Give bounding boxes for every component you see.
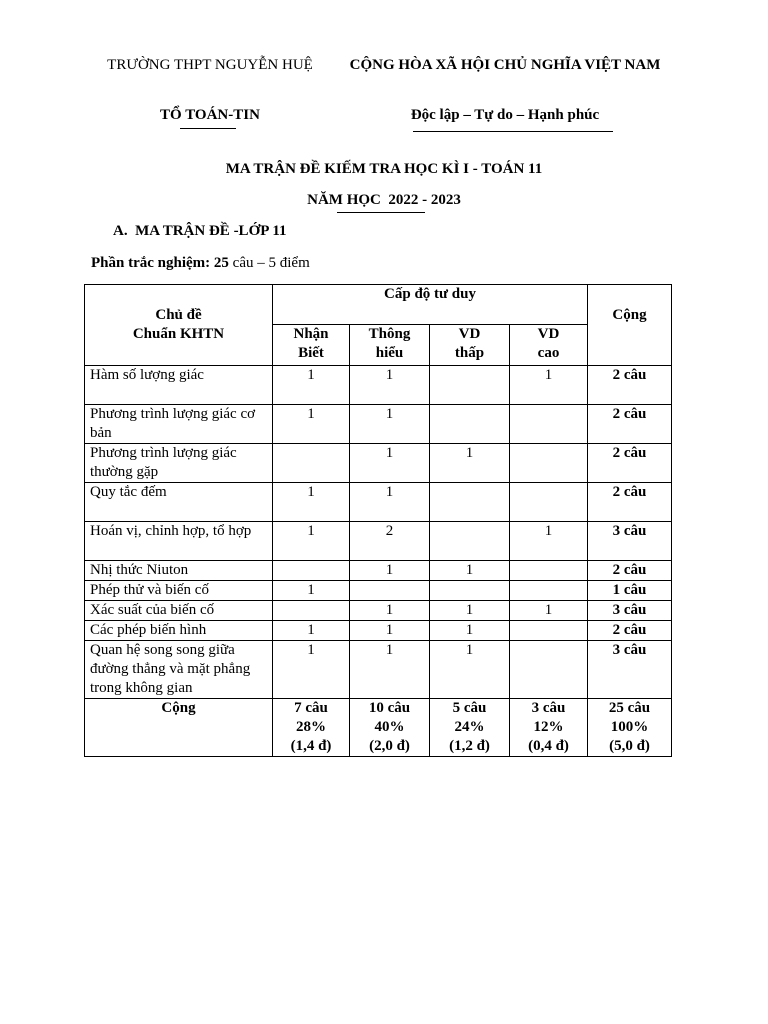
test-note [91, 255, 310, 272]
cell: 1 [430, 561, 510, 581]
cell: 1 [350, 483, 430, 522]
motto-underline [413, 131, 613, 132]
motto-text: Độc lập – Tự do – Hạnh phúc [410, 107, 600, 123]
totals-level-2: 10 câu 40% (2,0 đ) [350, 699, 430, 757]
document-title: MA TRẬN ĐỀ KIẾM TRA HỌC KÌ I - TOÁN 11 [225, 161, 543, 177]
school-year [0, 192, 768, 209]
cell: 1 [273, 621, 350, 641]
row-topic: Nhị thức Niuton [85, 561, 273, 581]
cell: 1 [273, 366, 350, 405]
cell [510, 621, 588, 641]
cell: 1 [273, 581, 350, 601]
totals-label: Cộng [85, 699, 273, 757]
row-total: 3 câu [588, 601, 672, 621]
cell [510, 444, 588, 483]
row-topic: Hàm số lượng giác [85, 366, 273, 405]
cell: 1 [273, 405, 350, 444]
row-topic: Quy tắc đếm [85, 483, 273, 522]
totals-level-1: 7 câu 28% (1,4 đ) [273, 699, 350, 757]
cell: 2 [350, 522, 430, 561]
department-prefix: TỔ [160, 107, 186, 123]
header-topic [85, 285, 273, 366]
row-total: 3 câu [588, 522, 672, 561]
row-total: 2 câu [588, 483, 672, 522]
cell: 1 [273, 641, 350, 699]
row-topic: Phương trình lượng giác thường gặp [85, 444, 273, 483]
cell [273, 444, 350, 483]
cell [510, 483, 588, 522]
table-row [85, 405, 672, 444]
row-total: 2 câu [588, 405, 672, 444]
totals-row [85, 699, 672, 757]
cell: 1 [350, 366, 430, 405]
cell [510, 581, 588, 601]
cell: 1 [430, 444, 510, 483]
header-level-2: Thông hiểu [350, 325, 430, 366]
department-main: TOÁN-TIN [185, 107, 260, 123]
department [105, 107, 315, 124]
cell: 1 [350, 444, 430, 483]
row-topic: Xác suất của biến cố [85, 601, 273, 621]
note-bold: Phần trắc nghiệm: 25 [91, 255, 229, 271]
cell: 1 [350, 641, 430, 699]
cell: 1 [510, 601, 588, 621]
cell [430, 581, 510, 601]
cell: 1 [430, 621, 510, 641]
table-row [85, 366, 672, 405]
cell [510, 561, 588, 581]
cell: 1 [350, 601, 430, 621]
row-topic: Phương trình lượng giác cơ bản [85, 405, 273, 444]
cell: 1 [350, 561, 430, 581]
table-row [85, 522, 672, 561]
header-level: Cấp độ tư duy [273, 285, 588, 325]
cell [273, 601, 350, 621]
cell [430, 405, 510, 444]
header-level-1: Nhận Biết [273, 325, 350, 366]
cell: 1 [510, 522, 588, 561]
totals-level-4: 3 câu 12% (0,4 đ) [510, 699, 588, 757]
header-topic-line1: Chủ đề [155, 307, 202, 323]
cell [510, 405, 588, 444]
table-row [85, 581, 672, 601]
header-topic-line2: Chuẩn KHTN [132, 326, 225, 342]
section-heading: A. MA TRẬN ĐỀ -LỚP 11 [113, 223, 287, 239]
totals-level-3: 5 câu 24% (1,2 đ) [430, 699, 510, 757]
school-name: TRƯỜNG THPT NGUYỄN HUỆ [107, 57, 313, 73]
table-row [85, 561, 672, 581]
row-topic: Hoán vị, chỉnh hợp, tổ hợp [85, 522, 273, 561]
row-total: 1 câu [588, 581, 672, 601]
cell: 1 [430, 601, 510, 621]
table-row [85, 641, 672, 699]
row-topic: Phép thử và biến cố [85, 581, 273, 601]
matrix-table [84, 284, 672, 757]
cell [430, 522, 510, 561]
row-total: 2 câu [588, 561, 672, 581]
year-underline [337, 212, 425, 213]
country-name: CỘNG HÒA XÃ HỘI CHỦ NGHĨA VIỆT NAM [349, 57, 661, 73]
cell [510, 641, 588, 699]
cell [430, 366, 510, 405]
cell: 1 [350, 405, 430, 444]
table-row [85, 444, 672, 483]
motto [345, 107, 665, 124]
cell: 1 [430, 641, 510, 699]
row-topic: Các phép biến hình [85, 621, 273, 641]
cell: 1 [510, 366, 588, 405]
totals-grand: 25 câu 100% (5,0 đ) [588, 699, 672, 757]
cell: 1 [350, 621, 430, 641]
header-level-3: VD thấp [430, 325, 510, 366]
cell [430, 483, 510, 522]
cell: 1 [273, 522, 350, 561]
school-year-text: NĂM HỌC 2022 - 2023 [307, 192, 461, 208]
table-row [85, 483, 672, 522]
row-total: 2 câu [588, 621, 672, 641]
header-level-4: VD cao [510, 325, 588, 366]
department-underline [180, 128, 236, 129]
cell [350, 581, 430, 601]
table-row [85, 601, 672, 621]
header-total: Cộng [588, 285, 672, 366]
row-total: 2 câu [588, 366, 672, 405]
row-total: 2 câu [588, 444, 672, 483]
cell: 1 [273, 483, 350, 522]
note-rest: câu – 5 điểm [228, 255, 310, 271]
row-total: 3 câu [588, 641, 672, 699]
table-row [85, 621, 672, 641]
cell [273, 561, 350, 581]
row-topic: Quan hệ song song giữa đường thẳng và mặt phẳng trong không gian [85, 641, 273, 699]
